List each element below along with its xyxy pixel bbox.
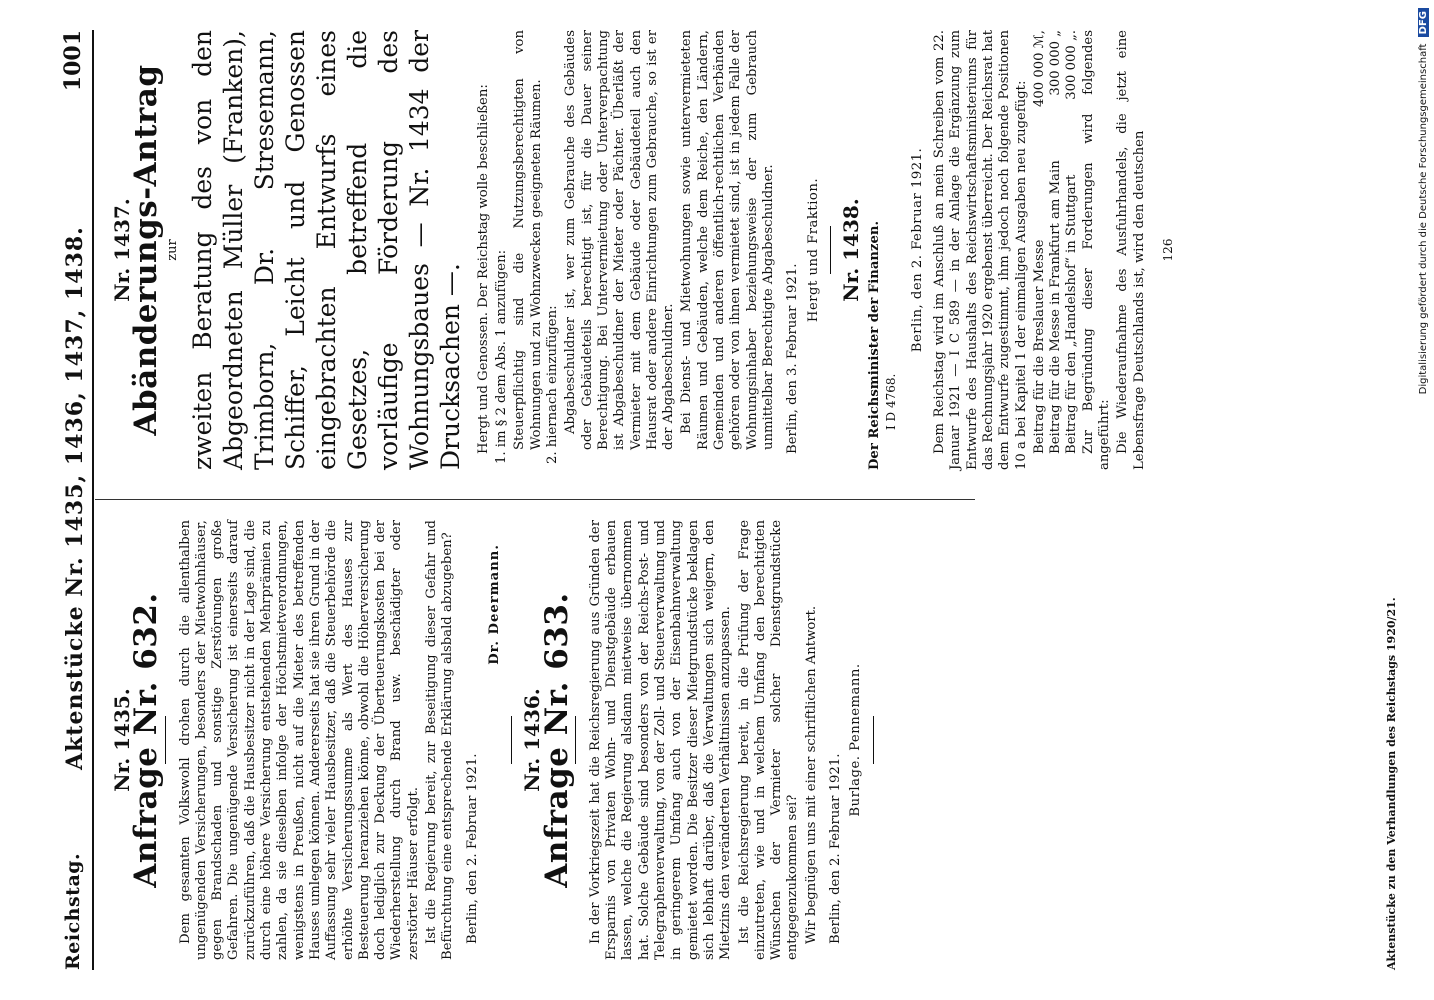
page-header xyxy=(58,30,94,970)
page-footer: Aktenstücke zu den Verhandlungen des Reichstags 1920/21. xyxy=(1385,597,1398,970)
doc1437-zur: zur xyxy=(164,239,180,261)
doc1438-line-2 xyxy=(1048,30,1064,470)
doc1436-signature: Burlage. Pennemann. xyxy=(848,663,864,817)
line-1-value: 400 000 ℳ, xyxy=(1031,30,1047,108)
doc1435-paragraph-1: Dem gesamten Volkswohl drohen durch die allenthalben ungenügenden Versicherungen, besonders der Mietwohnhäuser, gegen Brandschaden und sonstige Zerstörungen große Gefahren. Die ungenügende Versicherung ist einerseits darauf zurückzuführen, daß die Hausbesitzer nicht in der Lage sind, die durch eine höhere Versicherung entstehenden Mehrprämien zu zahlen, da sie dieselben infolge der Höchstmietverordnungen, wenigstens in Preußen, nicht auf die Mieter des betreffenden Hauses umlegen können. Andererseits hat sie ihren Grund in der Auffassung sehr vieler Hausbesitzer, daß die Steuerbehörde die erhöhte Versicherungssumme als Wert des Hauses zur Besteuerung heranziehen könne, obwohl die Höherversicherung doch lediglich zur Deckung der Überteuerungskosten bei der Wiederherstellung durch Brand usw. beschädigter oder zerstörter Häuser erfolgt. xyxy=(177,520,421,960)
header-left: Reichstag. xyxy=(62,852,84,970)
line-2-value: 300 000 „ xyxy=(1048,30,1064,96)
line-3-label: Beitrag für den „Handelshof“ in Stuttgart xyxy=(1064,174,1080,454)
doc1437-item-2-text-2: Bei Dienst- und Mietwohnungen sowie untervermieteten Räumen und Gebäuden, welche dem Reiche, den Ländern, Gemeinden und anderen öffentlich-rechtlichen Verbänden gehören oder von ihnen vermietet sind, ist in jedem Falle der Wohnungsinhaber beziehungsweise der zum Gebrauch unmittelbar Berechtigte Abgabeschuldner. xyxy=(679,30,776,450)
line-2-label: Beitrag für die Messe in Frankfurt am Main xyxy=(1048,160,1064,454)
doc1437-item-2-text-1: Abgabeschuldner ist, wer zum Gebrauche des Gebäudes oder Gebäudeteils berechtigt ist, für die Dauer seiner Berechtigung. Bei Untervermietung oder Unterverpachtung ist Abgabeschuldner der Mieter oder Pächter. Überläßt der Vermieter mit dem Gebäude oder Gebäudeteil auch den Hausrat oder andere Einrichtungen zum Gebrauche, so ist er der Abgabeschuldner. xyxy=(563,30,677,450)
doc1435-title: Anfrage Nr. 632. xyxy=(128,592,165,888)
doc1438-paragraph-2: Zur Begründung dieser Forderungen wird folgendes angeführt: xyxy=(1080,30,1112,470)
doc1435-signature: Dr. Deermann. xyxy=(486,544,502,665)
divider-rule xyxy=(165,716,166,764)
right-column xyxy=(110,30,1176,470)
doc1436-number: Nr. 1436. xyxy=(520,688,545,792)
divider-rule xyxy=(873,716,874,764)
doc1437-item-2: 2. hiernach einzufügen: xyxy=(545,305,561,464)
doc1437-number: Nr. 1437. xyxy=(110,198,134,302)
doc1438-number: Nr. 1438. xyxy=(838,198,863,302)
sheet-number: 126 xyxy=(1160,238,1175,262)
doc1437-signature: Hergt und Fraktion. xyxy=(805,177,821,323)
doc1438-line-3 xyxy=(1064,30,1080,470)
doc1437-intro: zweiten Beratung des von den Abgeordneten Müller (Franken), Trimborn, Dr. Stresemann, Schiffer, Leicht und Genossen eingebrachten Entwurfs eines Gesetzes, betreffend die vorläufige Förderung des Wohnungsbaues — Nr. 1434 der Drucksachen —. xyxy=(187,30,465,470)
doc1437-title: Abänderungs-Antrag xyxy=(128,64,165,436)
doc1438-paragraph-3: Die Wiederaufnahme des Ausfuhrhandels, die jetzt eine Lebensfrage Deutschlands ist, wird den deutschen xyxy=(1115,30,1147,470)
doc1437-item-1: 1. im § 2 dem Abs. 1 anzufügen: xyxy=(494,249,510,464)
dfg-side-strip xyxy=(1418,8,1432,992)
doc1435-date: Berlin, den 2. Februar 1921. xyxy=(464,753,480,944)
doc1438-date: Berlin, den 2. Februar 1921. xyxy=(909,147,925,353)
doc1436-title: Anfrage Nr. 633. xyxy=(538,592,575,888)
doc1438-line-1 xyxy=(1032,30,1048,470)
divider-rule xyxy=(575,716,576,764)
line-3-value: 300 000 „. xyxy=(1064,30,1080,100)
doc1437-lead: Hergt und Genossen. Der Reichstag wolle beschließen: xyxy=(475,84,491,454)
doc1438-reference: I D 4768. xyxy=(884,373,899,430)
dfg-logo: DFG xyxy=(1418,8,1429,37)
header-title: Aktenstücke Nr. 1435, 1436, 1437, 1438. xyxy=(62,226,88,770)
doc1436-paragraph-2: Ist die Reichsregierung bereit, in die Prüfung der Frage einzutreten, wie und in welchem Umfang den berechtigten Wünschen der Vermieter solcher Dienstgrundstücke entgegenzukommen sei? xyxy=(736,520,801,960)
doc1438-ministry: Der Reichsminister der Finanzen. xyxy=(867,220,883,470)
doc1436-paragraph-1: In der Vorkriegszeit hat die Reichsregierung aus Gründen der Ersparnis von Privaten Wohn- und Dienstgebäude erbauen lassen, welche die Regierung alsdann mietweise übernommen hat. Solche Gebäude sind besonders von der Reichs-Post- und Telegraphenverwaltung, von der Zoll- und Steuerverwaltung und in geringerem Umfang auch von der Eisenbahnverwaltung gemietet worden. Die Besitzer dieser Mietgrundstücke beklagen sich lebhaft darüber, daß die Verwaltungen sich weigern, den Mietzins den veränderten Verhältnissen anzupassen. xyxy=(587,520,734,960)
doc1438-paragraph-1: Dem Reichstag wird im Anschluß an mein Schreiben vom 22. Januar 1921 — I C 589 — in der Anlage die Ergänzung zum Entwurfe des Haushalts des Reichswirtschaftsministeriums für das Rechnungsjahr 1920 ergebenst überreicht. Der Reichsrat hat dem Entwurfe zugestimmt, ihm jedoch noch folgende Positionen 10 a bei Kapitel 1 der einmaligen Ausgaben neu zugefügt: xyxy=(932,30,1029,470)
doc1437-item-1-text: Steuerpflichtig sind die Nutzungsberechtigten von Wohnungen und zu Wohnzwecken geeigneten Räumen. xyxy=(512,30,544,450)
page-number: 1001 xyxy=(60,30,86,92)
dfg-note xyxy=(1418,8,1432,992)
divider-rule xyxy=(511,716,512,764)
left-column xyxy=(110,520,886,960)
doc1435-number: Nr. 1435. xyxy=(110,688,134,792)
doc1437-date: Berlin, den 3. Februar 1921. xyxy=(785,263,801,454)
dfg-note-text: Digitalisierung gefördert durch die Deutsche Forschungsgemeinschaft xyxy=(1418,43,1429,395)
line-1-label: Beitrag für die Breslauer Messe xyxy=(1031,239,1047,454)
doc1436-date: Berlin, den 2. Februar 1921. xyxy=(827,753,843,944)
column-divider xyxy=(95,499,975,500)
divider-rule xyxy=(830,226,831,274)
doc1435-paragraph-2: Ist die Regierung bereit, zur Beseitigung dieser Gefahr und Befürchtung eine entsprechende Erklärung alsbald abzugeben? xyxy=(424,520,456,960)
doc1436-paragraph-3: Wir begnügen uns mit einer schriftlichen Antwort. xyxy=(803,605,819,944)
